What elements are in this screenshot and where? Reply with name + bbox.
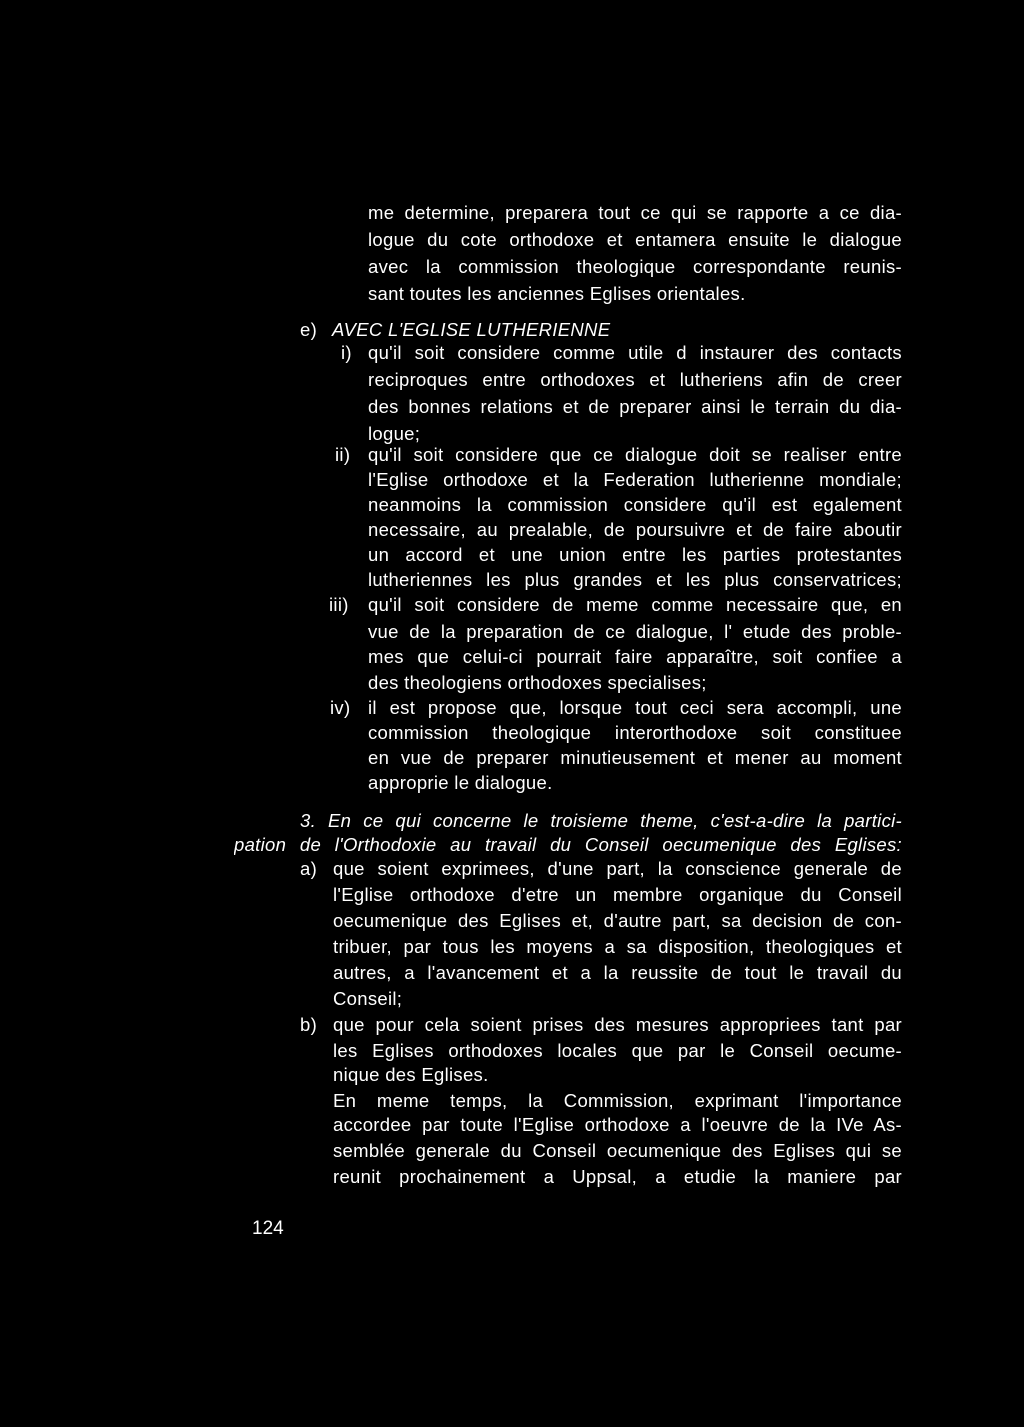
item-line: necessaire, au prealable, de poursuivre et de faire aboutir — [368, 519, 902, 540]
section-3-heading: pation de l'Orthodoxie au travail du Conseil oecumenique des Eglises: — [234, 834, 902, 855]
intro-line: avec la commission theologique correspondante reunis- — [368, 256, 902, 277]
item-line: mes que celui-ci pourrait faire apparaître, soit confiee a — [368, 646, 902, 667]
item-marker: iv) — [330, 697, 351, 718]
item-line: que pour cela soient prises des mesures appropriees tant par — [333, 1014, 902, 1035]
item-line: neanmoins la commission considere qu'il est egalement — [368, 494, 902, 515]
item-marker: iii) — [329, 594, 349, 615]
item-marker: a) — [300, 858, 318, 879]
item-line: en vue de preparer minutieusement et mener au moment — [368, 747, 902, 768]
item-line: commission theologique interorthodoxe soit constituee — [368, 722, 902, 743]
item-line: vue de la preparation de ce dialogue, l' etude des proble- — [368, 621, 902, 642]
item-line: un accord et une union entre les parties protestantes — [368, 544, 902, 565]
item-line: l'Eglise orthodoxe et la Federation lutherienne mondiale; — [368, 469, 902, 490]
item-line: des theologiens orthodoxes specialises; — [368, 672, 707, 693]
item-line: des bonnes relations et de preparer ainsi le terrain du dia- — [368, 396, 902, 417]
item-line: accordee par toute l'Eglise orthodoxe a l'oeuvre de la IVe As- — [333, 1114, 902, 1135]
item-line: qu'il soit considere que ce dialogue doit se realiser entre — [368, 444, 902, 465]
section-e-heading: AVEC L'EGLISE LUTHERIENNE — [332, 319, 611, 340]
intro-line: sant toutes les anciennes Eglises orientales. — [368, 283, 746, 304]
item-marker: i) — [341, 342, 352, 363]
item-line: En meme temps, la Commission, exprimant l'importance — [333, 1090, 902, 1111]
item-line: lutheriennes les plus grandes et les plus conservatrices; — [368, 569, 902, 590]
item-line: il est propose que, lorsque tout ceci sera accompli, une — [368, 697, 902, 718]
item-line: les Eglises orthodoxes locales que par le Conseil oecume- — [333, 1040, 902, 1061]
item-marker: b) — [300, 1014, 318, 1035]
item-line: reciproques entre orthodoxes et lutheriens afin de creer — [368, 369, 902, 390]
item-line: reunit prochainement a Uppsal, a etudie la maniere par — [333, 1166, 902, 1187]
item-line: qu'il soit considere comme utile d instaurer des contacts — [368, 342, 902, 363]
section-3-heading: 3. En ce qui concerne le troisieme theme, c'est-a-dire la partici- — [300, 810, 902, 831]
page-number: 124 — [252, 1218, 284, 1239]
item-line: nique des Eglises. — [333, 1064, 489, 1085]
intro-line: logue du cote orthodoxe et entamera ensuite le dialogue — [368, 229, 902, 250]
intro-line: me determine, preparera tout ce qui se rapporte a ce dia- — [368, 202, 902, 223]
item-line: Conseil; — [333, 988, 403, 1009]
item-line: l'Eglise orthodoxe d'etre un membre organique du Conseil — [333, 884, 902, 905]
item-marker: ii) — [335, 444, 351, 465]
item-line: logue; — [368, 423, 421, 444]
item-line: qu'il soit considere de meme comme necessaire que, en — [368, 594, 902, 615]
item-line: autres, a l'avancement et a la reussite de tout le travail du — [333, 962, 902, 983]
item-line: oecumenique des Eglises et, d'autre part, sa decision de con- — [333, 910, 902, 931]
item-line: semblée generale du Conseil oecumenique des Eglises qui se — [333, 1140, 902, 1161]
section-e-label: e) — [300, 319, 318, 340]
item-line: approprie le dialogue. — [368, 772, 553, 793]
item-line: que soient exprimees, d'une part, la conscience generale de — [333, 858, 902, 879]
item-line: tribuer, par tous les moyens a sa disposition, theologiques et — [333, 936, 902, 957]
